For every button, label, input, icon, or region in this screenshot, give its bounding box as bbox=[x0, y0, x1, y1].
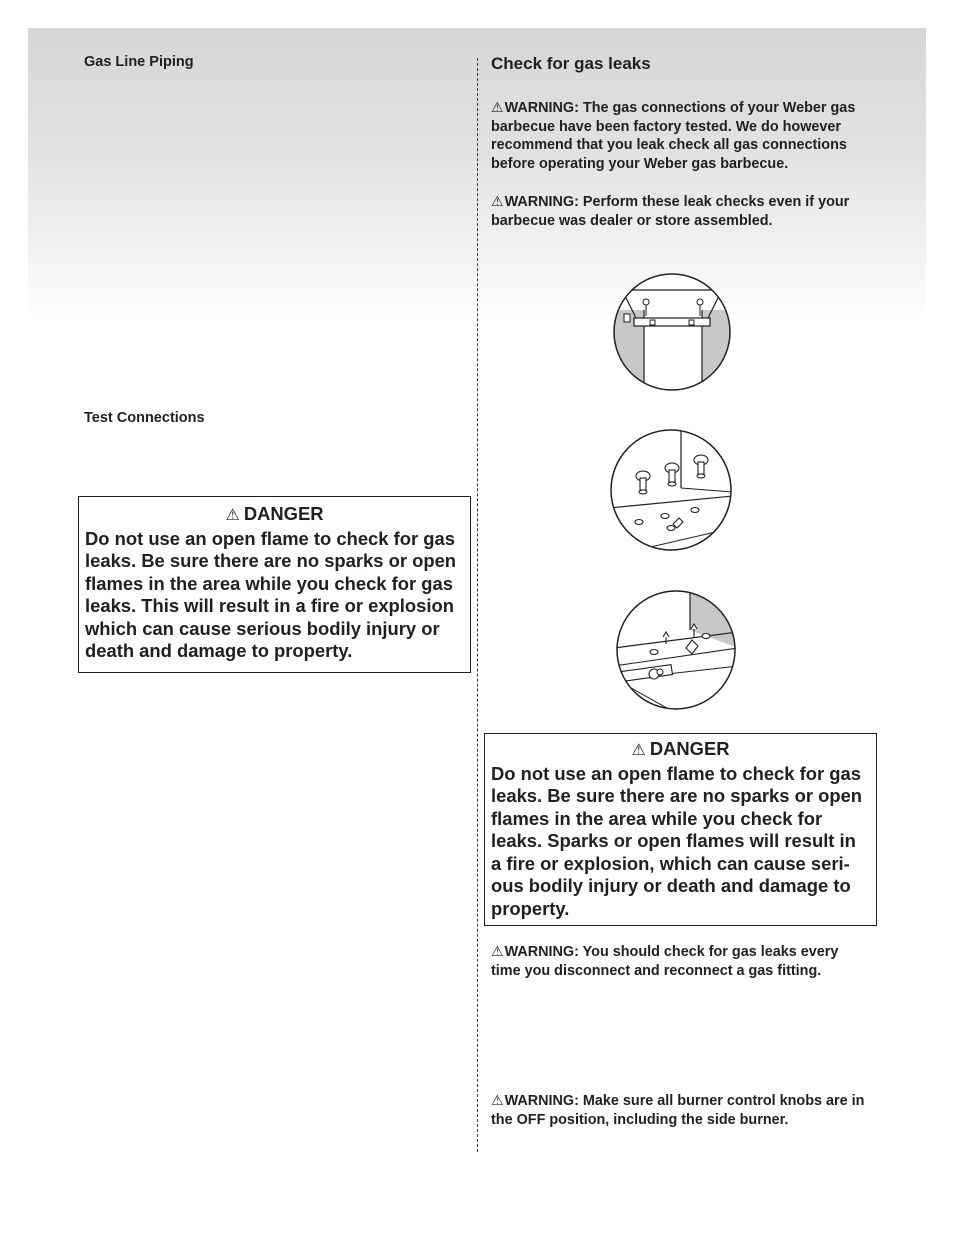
control-panel-removal-figure bbox=[614, 588, 738, 712]
danger-title-row: ⚠ DANGER bbox=[225, 503, 324, 524]
warning-triangle-icon: ⚠ bbox=[491, 943, 504, 959]
gas-line-piping-heading: Gas Line Piping bbox=[84, 54, 194, 70]
column-divider bbox=[477, 58, 478, 1152]
warning-triangle-icon: ⚠ bbox=[491, 99, 504, 115]
right-danger-box bbox=[484, 733, 877, 926]
warning-triangle-icon: ⚠ bbox=[631, 742, 646, 759]
warning-knobs-off: ⚠WARNING: Make sure all burner control knobs are in the OFF position, including the side burner. bbox=[491, 1092, 865, 1128]
warning-triangle-icon: ⚠ bbox=[491, 1092, 504, 1108]
danger-body-text: Do not use an open flame to check for gas leaks. Be sure there are no sparks or open flames in the area while you check for gas leaks. This will result in a fire or explosion which can cause serious bodily injury or death and damage to property. bbox=[85, 527, 457, 661]
danger-body-text: Do not use an open flame to check for gas leaks. Be sure there are no sparks or open flames in the area while you check for leaks. Sparks or open flames will result in a fire or explosion, which can cause seri-ous bodily injury or death and damage to property. bbox=[491, 762, 863, 919]
manifold-connection-figure bbox=[610, 270, 734, 394]
warning-triangle-icon: ⚠ bbox=[225, 507, 240, 524]
test-connections-heading: Test Connections bbox=[84, 410, 205, 426]
control-knobs-figure bbox=[609, 428, 733, 552]
warning-reconnect-fitting: ⚠WARNING: You should check for gas leaks every time you disconnect and reconnect a gas fitting. bbox=[491, 943, 839, 979]
warning-dealer-assembled: ⚠WARNING: Perform these leak checks even if your barbecue was dealer or store assembled. bbox=[491, 193, 850, 229]
warning-triangle-icon: ⚠ bbox=[491, 193, 504, 209]
left-danger-box bbox=[78, 496, 471, 673]
check-gas-leaks-heading: Check for gas leaks bbox=[491, 54, 651, 73]
warning-factory-tested: ⚠WARNING: The gas connections of your Weber gas barbecue have been factory tested. We do however recommend that you leak check all gas connections before operating your Weber gas barbecue. bbox=[491, 99, 856, 172]
danger-title-row: ⚠ DANGER bbox=[631, 738, 730, 759]
